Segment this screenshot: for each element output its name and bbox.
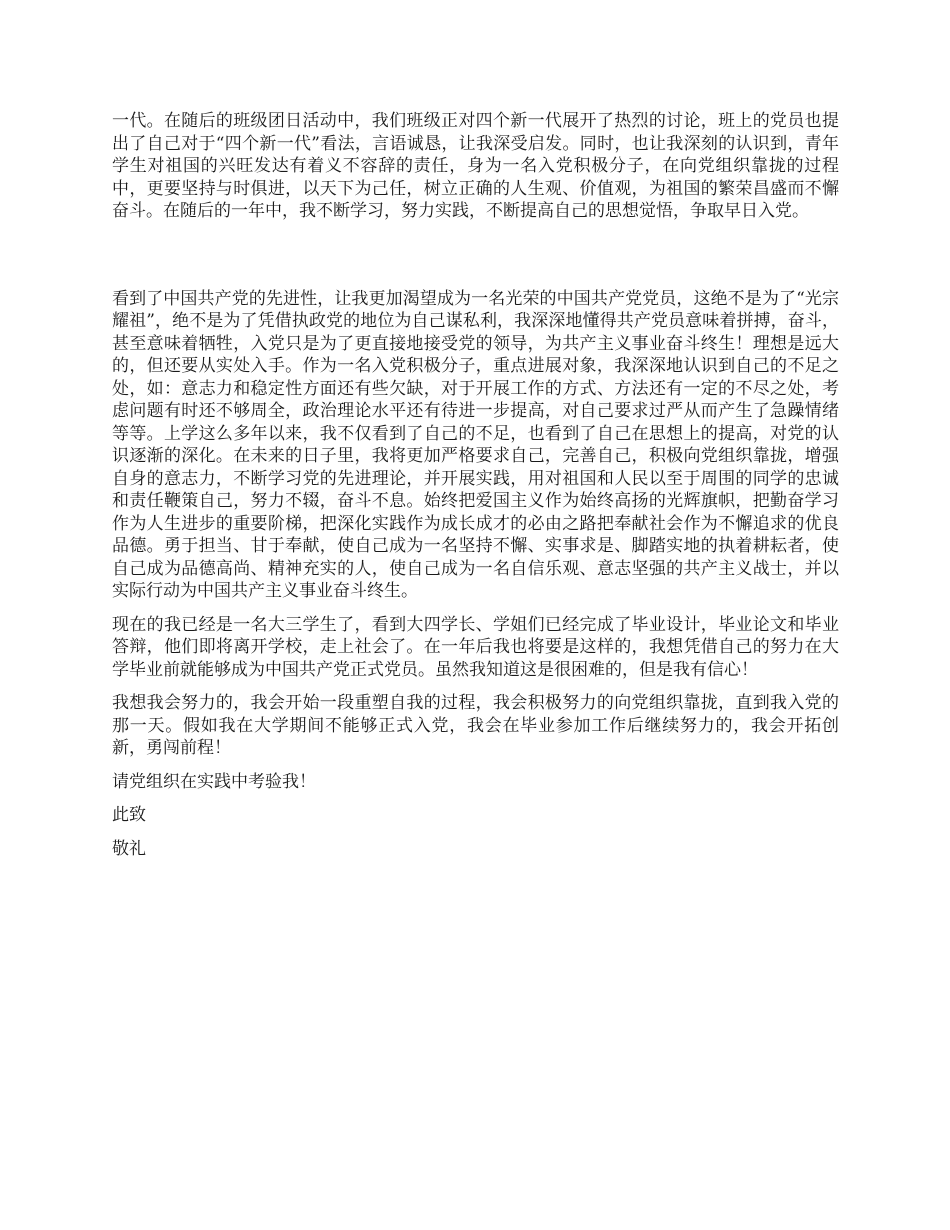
paragraph-intro: 一代。在随后的班级团日活动中，我们班级正对四个新一代展开了热烈的讨论，班上的党员也提出了自己对于“四个新一代”看法，言语诚恳，让我深受启发。同时，也让我深刻的认识到，青年学生对祖国的兴旺发达有着义不容辞的责任，身为一名入党积极分子，在向党组织靠拢的过程中，更要坚持与时俱进，以天下为己任，树立正确的人生观、价值观，为祖国的繁荣昌盛而不懈奋斗。在随后的一年中，我不断学习，努力实践，不断提高自己的思想觉悟，争取早日入党。 [112,111,839,221]
paragraph-main: 看到了中国共产党的先进性，让我更加渴望成为一名光荣的中国共产党党员，这绝不是为了“光宗耀祖”，绝不是为了凭借执政党的地位为自己谋私利，我深深地懂得共产党员意味着拼搏，奋斗，甚至意味着牺牲，入党只是为了更直接地接受党的领导，为共产主义事业奋斗终生！理想是远大的，但还要从实处入手。作为一名入党积极分子，重点进展对象，我深深地认识到自己的不足之处，如：意志力和稳定性方面还有些欠缺，对于开展工作的方式、方法还有一定的不尽之处，考虑问题有时还不够周全，政治理论水平还有待进一步提高，对自己要求过严从而产生了急躁情绪等等。上学这么多年以来，我不仅看到了自己的不足，也看到了自己在思想上的提高，对党的认识逐渐的深化。在未来的日子里，我将更加严格要求自己，完善自己，积极向党组织靠拢，增强自身的意志力，不断学习党的先进理论，并开展实践，用对祖国和人民以至于周围的同学的忠诚和责任鞭策自己，努力不辍，奋斗不息。始终把爱国主义作为始终高扬的光辉旗帜，把勤奋学习作为人生进步的重要阶梯，把深化实践作为成长成才的必由之路把奉献社会作为不懈追求的优良品德。勇于担当、甘于奉献，使自己成为一名坚持不懈、实事求是、脚踏实地的执着耕耘者，使自己成为品德高尚、精神充实的人，使自己成为一名自信乐观、意志坚强的共产主义战士，并以实际行动为中国共产主义事业奋斗终生。 [112,288,839,601]
document-body [112,110,839,860]
paragraph-current-status: 现在的我已经是一名大三学生了，看到大四学长、学姐们已经完成了毕业设计，毕业论文和毕业答辩，他们即将离开学校，走上社会了。在一年后我也将要是这样的，我想凭借自己的努力在大学毕业前就能够成为中国共产党正式党员。虽然我知道这是很困难的，但是我有信心！ [112,614,839,680]
paragraph-commitment: 我想我会努力的，我会开始一段重塑自我的过程，我会积极努力的向党组织靠拢，直到我入党的那一天。假如我在大学期间不能够正式入党，我会在毕业参加工作后继续努力的，我会开拓创新，勇闯前程！ [112,693,839,758]
paragraph-request: 请党组织在实践中考验我！ [112,771,316,792]
closing-regards: 敬礼 [112,838,146,859]
closing-salutation: 此致 [112,805,146,825]
